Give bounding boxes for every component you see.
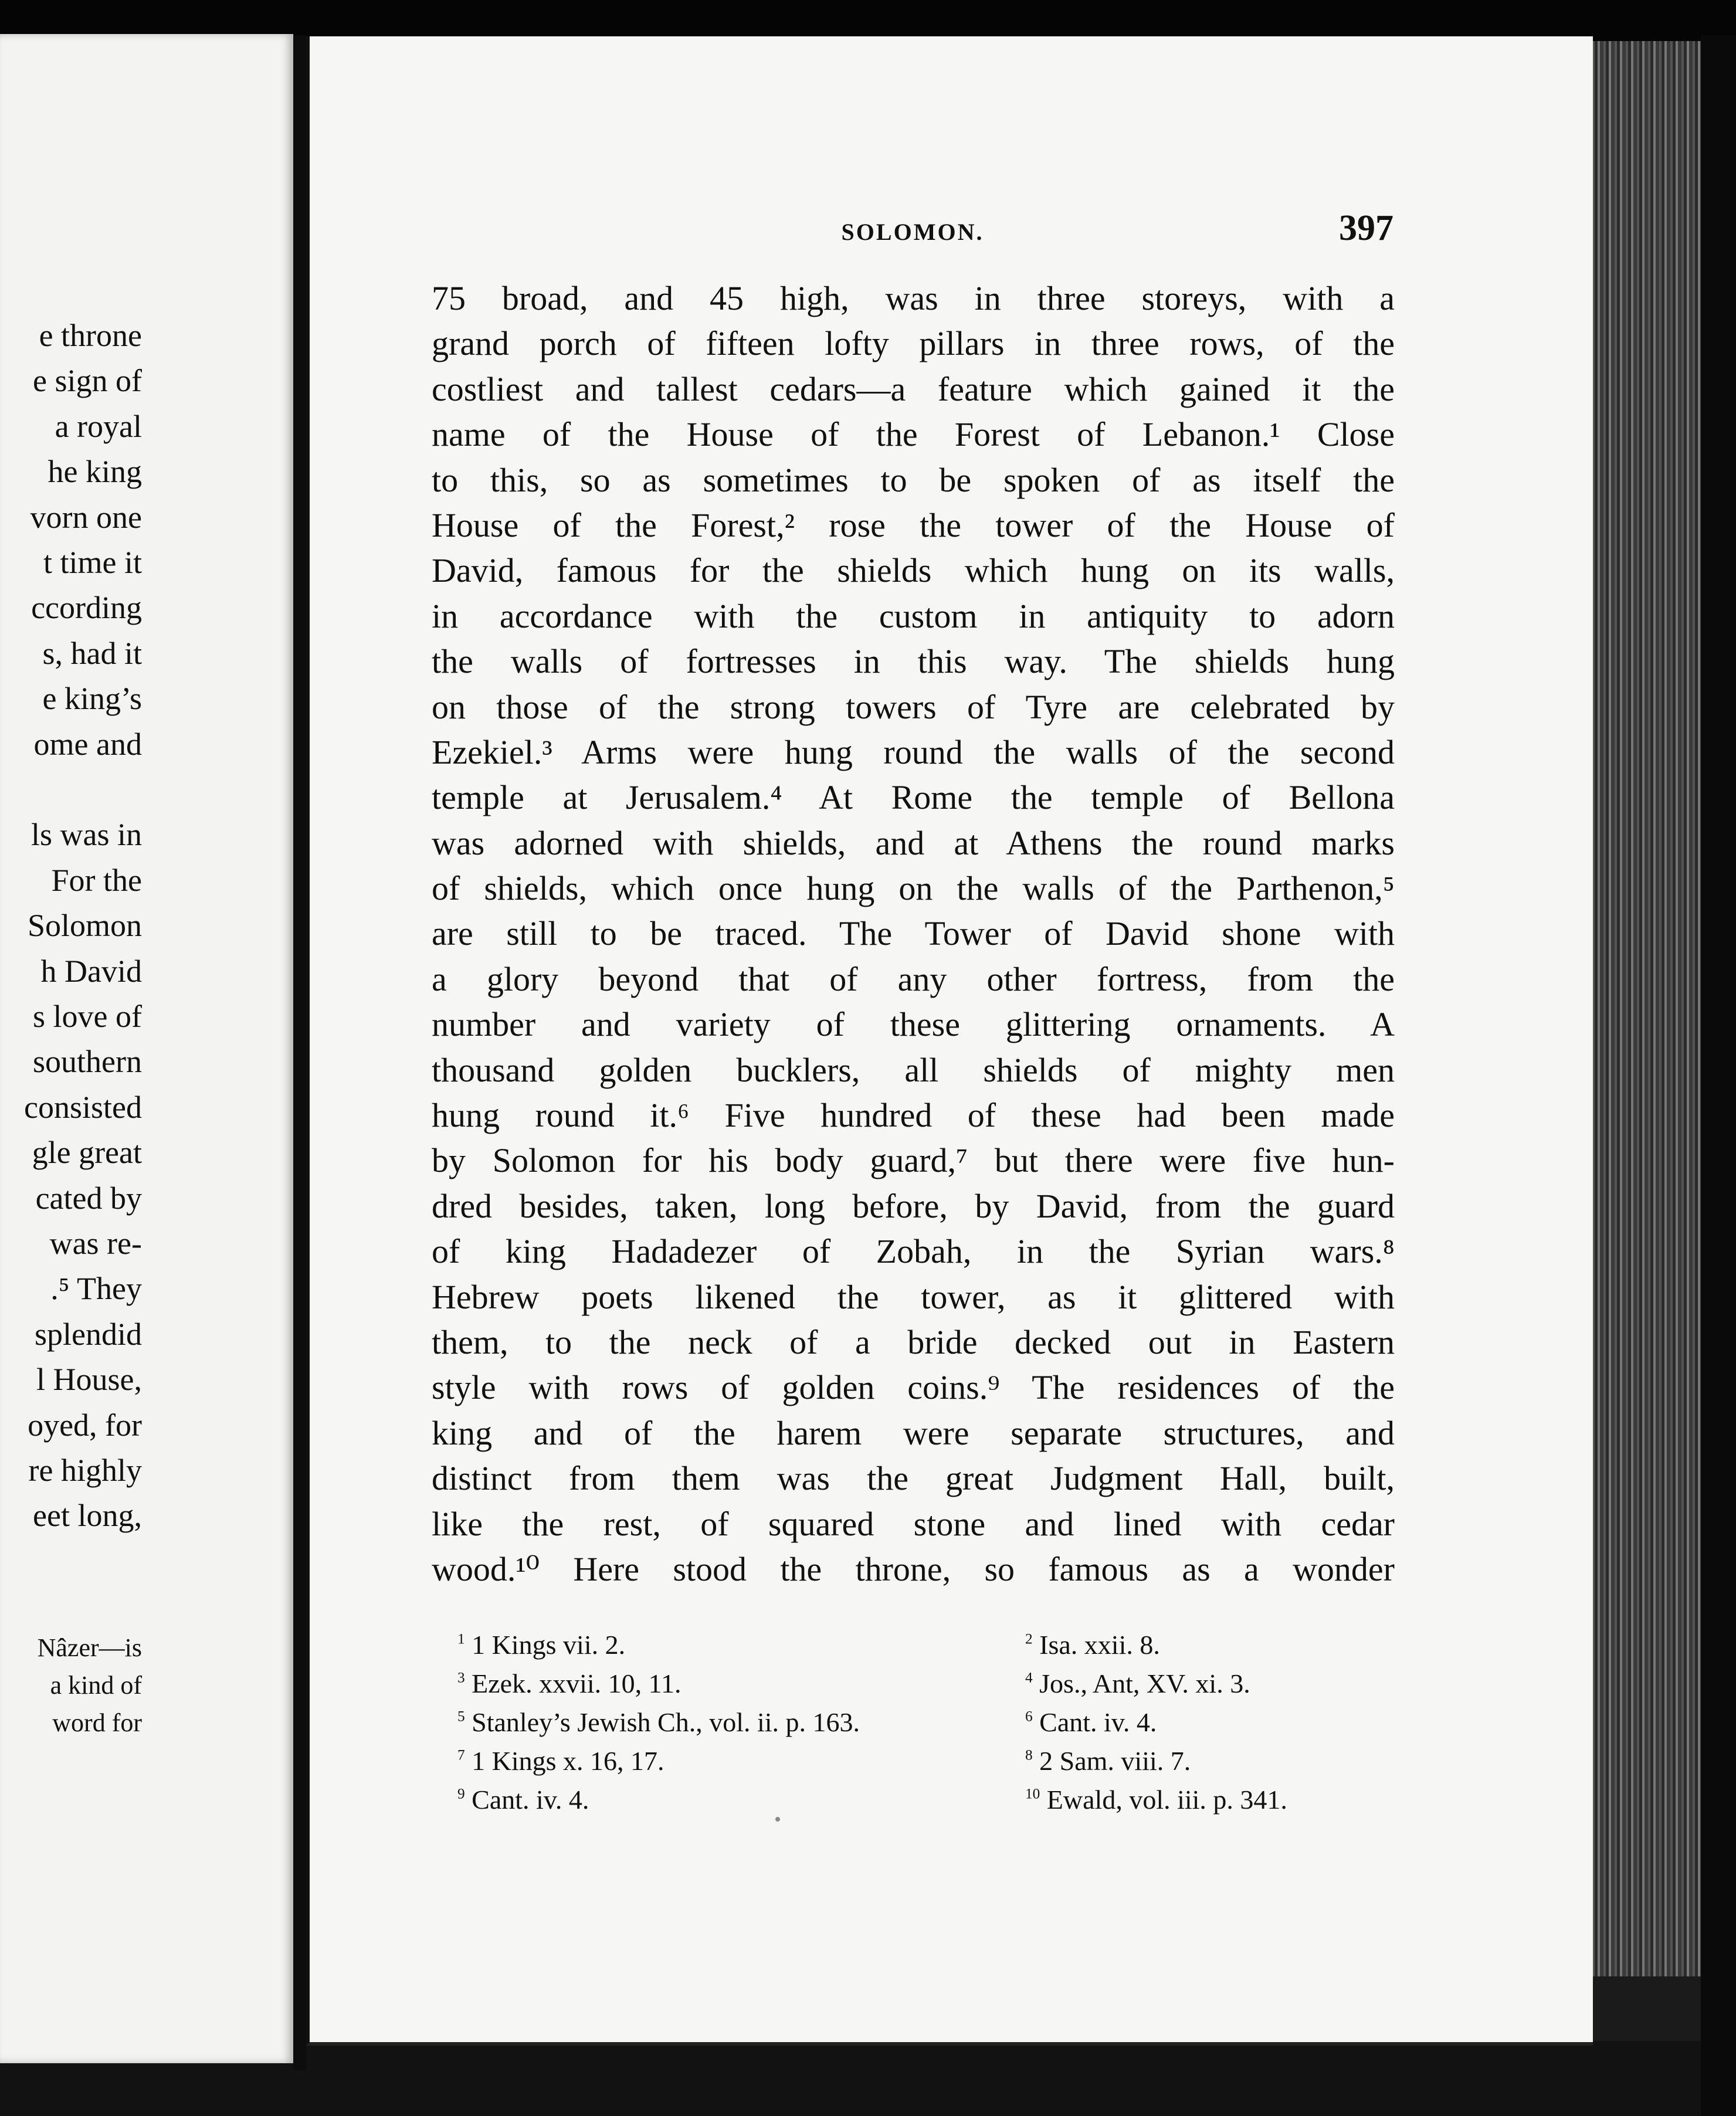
left-page-line: s, had it	[42, 635, 142, 671]
body-line: temple at Jerusalem.⁴ At Rome the temple of Bellona	[432, 778, 1395, 817]
footnote-marker: 2	[1025, 1630, 1033, 1647]
left-page-line: For the	[51, 862, 142, 898]
footnote-marker: 5	[457, 1708, 465, 1725]
left-page-line: e king’s	[42, 681, 142, 717]
left-page-footnote-line: word for	[52, 1708, 142, 1737]
footnote-text: Ezek. xxvii. 10, 11.	[464, 1669, 681, 1698]
footnote	[457, 1703, 860, 1742]
body-line: in accordance with the custom in antiquity to adorn	[432, 596, 1395, 635]
left-page-line: e sign of	[33, 363, 142, 399]
body-line: like the rest, of squared stone and lined with cedar	[432, 1504, 1395, 1543]
footnote-text: Stanley’s Jewish Ch., vol. ii. p. 163.	[464, 1707, 860, 1737]
footnote-text: 1 Kings vii. 2.	[464, 1630, 626, 1660]
left-page-line: e throne	[39, 318, 142, 353]
left-page-line: .⁵ They	[50, 1271, 142, 1307]
footnote-text: Isa. xxii. 8.	[1032, 1630, 1160, 1660]
left-page-line: gle great	[32, 1135, 142, 1171]
running-head	[432, 205, 1393, 252]
body-line: Ezekiel.³ Arms were hung round the walls of the second	[432, 733, 1395, 771]
footnote-marker: 8	[1025, 1747, 1033, 1764]
footnote-text: Cant. iv. 4.	[1032, 1707, 1157, 1737]
book-edge-shadow	[1701, 35, 1736, 2116]
left-page-line: eet long,	[33, 1498, 142, 1534]
body-line: to this, so as sometimes to be spoken of as itself the	[432, 460, 1395, 499]
page-edges	[1584, 41, 1701, 1976]
body-line: House of the Forest,² rose the tower of the House of	[432, 506, 1395, 544]
body-line: grand porch of fifteen lofty pillars in three rows, of the	[432, 324, 1395, 363]
left-page-footnote-line: a kind of	[50, 1671, 142, 1700]
footnote	[1025, 1781, 1287, 1819]
left-page-line: southern	[33, 1044, 142, 1080]
left-page-line: Solomon	[27, 908, 142, 944]
body-line: number and variety of these glittering ornaments. A	[432, 1005, 1395, 1044]
left-page-line: ccording	[31, 590, 142, 626]
footnote-marker: 9	[457, 1785, 465, 1802]
page-number: 397	[1339, 208, 1393, 248]
footnote-marker: 4	[1025, 1669, 1033, 1686]
body-line: distinct from them was the great Judgment Hall, built,	[432, 1459, 1395, 1498]
footnote-marker: 7	[457, 1747, 465, 1764]
body-line: them, to the neck of a bride decked out in Eastern	[432, 1322, 1395, 1361]
body-line: wood.¹⁰ Here stood the throne, so famous as a wonder	[432, 1549, 1395, 1588]
left-page-line: re highly	[28, 1453, 142, 1488]
body-line: costliest and tallest cedars—a feature which gained it the	[432, 369, 1395, 408]
left-page-line: splendid	[35, 1316, 142, 1352]
left-page-line: was re-	[49, 1226, 142, 1261]
left-facing-page	[0, 34, 293, 2063]
left-page-line: h David	[40, 953, 142, 989]
left-page-line: oyed, for	[28, 1407, 142, 1443]
body-line: dred besides, taken, long before, by David, from the guard	[432, 1186, 1395, 1225]
body-line: name of the House of the Forest of Lebanon.¹ Close	[432, 415, 1395, 454]
left-page-text-column	[0, 34, 142, 2063]
left-page-line: consisted	[24, 1089, 142, 1125]
body-line: a glory beyond that of any other fortress, from the	[432, 959, 1395, 998]
footnote	[1025, 1703, 1157, 1742]
body-line: was adorned with shields, and at Athens the round marks	[432, 823, 1395, 862]
footnote-marker: 10	[1025, 1785, 1040, 1802]
left-page-line: vorn one	[30, 499, 142, 535]
footnote	[1025, 1626, 1160, 1664]
footnote-text: Ewald, vol. iii. p. 341.	[1040, 1785, 1287, 1815]
footnote-text: 2 Sam. viii. 7.	[1032, 1746, 1191, 1776]
body-line: by Solomon for his body guard,⁷ but there were five hun-	[432, 1141, 1395, 1180]
body-line: on those of the strong towers of Tyre are celebrated by	[432, 687, 1395, 726]
footnote	[457, 1781, 589, 1819]
body-line: of shields, which once hung on the walls of the Parthenon,⁵	[432, 869, 1395, 908]
body-line: style with rows of golden coins.⁹ The residences of the	[432, 1368, 1395, 1407]
body-line: are still to be traced. The Tower of David shone with	[432, 914, 1395, 953]
footnote	[457, 1664, 681, 1703]
left-page-line: s love of	[33, 999, 142, 1034]
body-line: king and of the harem were separate structures, and	[432, 1413, 1395, 1452]
body-text	[432, 276, 1395, 1592]
footnote-marker: 1	[457, 1630, 465, 1647]
left-page-footnote-line: Nâzer—is	[37, 1633, 142, 1662]
footnote-text: Jos., Ant, XV. xi. 3.	[1032, 1669, 1250, 1698]
left-page-line: ome and	[33, 726, 142, 762]
book-gutter	[293, 35, 306, 2070]
scan-speck	[775, 1817, 780, 1822]
body-line: 75 broad, and 45 high, was in three storeys, with a	[432, 279, 1395, 317]
footnote-text: Cant. iv. 4.	[464, 1785, 589, 1815]
body-line: Hebrew poets likened the tower, as it glittered with	[432, 1277, 1395, 1316]
footnote	[1025, 1664, 1250, 1703]
footnote	[457, 1626, 625, 1664]
footnote	[457, 1742, 664, 1781]
body-line: hung round it.⁶ Five hundred of these had been made	[432, 1096, 1395, 1135]
footnote-text: 1 Kings x. 16, 17.	[464, 1746, 664, 1776]
footnote	[1025, 1742, 1191, 1781]
left-page-line: cated by	[35, 1180, 142, 1216]
footnote-marker: 6	[1025, 1708, 1033, 1725]
body-line: the walls of fortresses in this way. The shields hung	[432, 642, 1395, 681]
body-line: of king Hadadezer of Zobah, in the Syrian wars.⁸	[432, 1232, 1395, 1271]
footnote-marker: 3	[457, 1669, 465, 1686]
running-head-title: SOLOMON.	[841, 219, 984, 245]
left-page-line: ls was in	[31, 817, 142, 853]
body-line: thousand golden bucklers, all shields of mighty men	[432, 1050, 1395, 1089]
left-page-line: l House,	[36, 1362, 142, 1398]
left-page-line: t time it	[43, 545, 142, 580]
left-page-line: he king	[48, 454, 142, 490]
body-line: David, famous for the shields which hung on its walls,	[432, 551, 1395, 590]
left-page-line: a royal	[55, 408, 142, 444]
